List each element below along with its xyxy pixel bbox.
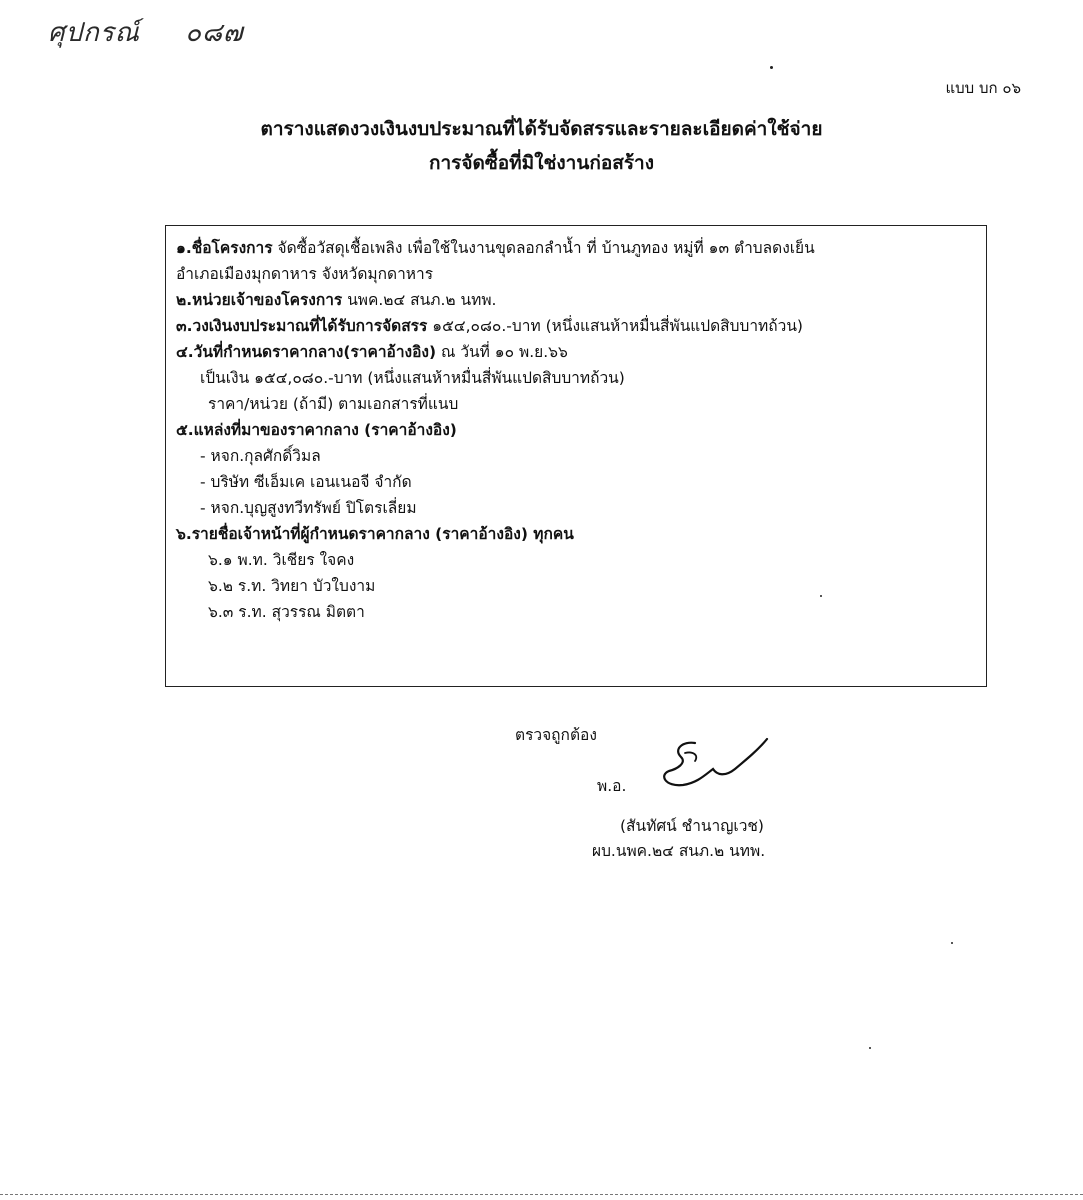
item-3-text: ๑๕๔,๐๘๐.-บาท (หนึ่งแสนห้าหมื่นสี่พันแปดสิบบาทถ้วน) bbox=[427, 317, 803, 335]
item-4-label: ๔.วันที่กำหนดราคากลาง(ราคาอ้างอิง) bbox=[176, 343, 437, 361]
officer-item: ๖.๒ ร.ท. วิทยา บัวใบงาม bbox=[208, 577, 376, 595]
item-1-label: ๑.ชื่อโครงการ bbox=[176, 239, 273, 257]
source-item: - หจก.กุลศักดิ์วิมล bbox=[200, 447, 321, 465]
item-4-text: ณ วันที่ ๑๐ พ.ย.๖๖ bbox=[436, 343, 568, 361]
page-title-line2: การจัดซื้อที่มิใช่งานก่อสร้าง bbox=[429, 152, 654, 174]
page-title-line1: ตารางแสดงวงเงินงบประมาณที่ได้รับจัดสรรและรายละเอียดค่าใช้จ่าย bbox=[260, 118, 823, 140]
signer-position: ผบ.นพค.๒๔ สนภ.๒ นทพ. bbox=[592, 842, 766, 860]
item-6-label: ๖.รายชื่อเจ้าหน้าที่ผู้กำหนดราคากลาง (ราคาอ้างอิง) ทุกคน bbox=[176, 525, 574, 543]
verified-label: ตรวจถูกต้อง bbox=[515, 726, 597, 744]
item-4-amount: เป็นเงิน ๑๕๔,๐๘๐.-บาท (หนึ่งแสนห้าหมื่นสี่พันแปดสิบบาทถ้วน) bbox=[200, 369, 625, 387]
item-2-owner-unit bbox=[176, 290, 496, 310]
scan-bottom-edge bbox=[0, 1194, 1083, 1195]
item-2-text: นพค.๒๔ สนภ.๒ นทพ. bbox=[342, 291, 497, 309]
item-2-label: ๒.หน่วยเจ้าของโครงการ bbox=[176, 291, 343, 309]
item-5-price-sources bbox=[176, 420, 457, 440]
handwritten-note bbox=[48, 12, 244, 53]
handwritten-signature bbox=[655, 735, 775, 795]
item-1-text: จัดซื้อวัสดุเชื้อเพลิง เพื่อใช้ในงานขุดลอกลำน้ำ ที่ บ้านภูทอง หมู่ที่ ๑๓ ตำบลดงเย็น bbox=[272, 239, 815, 257]
item-3-budget bbox=[176, 316, 803, 336]
scan-speck bbox=[820, 595, 822, 597]
item-3-label: ๓.วงเงินงบประมาณที่ได้รับการจัดสรร bbox=[176, 317, 428, 335]
item-4-unit-price: ราคา/หน่วย (ถ้ามี) ตามเอกสารที่แนบ bbox=[208, 395, 459, 413]
item-5-label: ๕.แหล่งที่มาของราคากลาง (ราคาอ้างอิง) bbox=[176, 421, 457, 439]
scan-speck bbox=[951, 942, 953, 944]
officer-item: ๖.๑ พ.ท. วิเชียร ใจคง bbox=[208, 551, 355, 569]
source-item: - หจก.บุญสูงทวีทรัพย์ ปิโตรเลี่ยม bbox=[200, 499, 417, 517]
handwritten-number: ๐๘๗ bbox=[185, 18, 244, 48]
signer-rank: พ.อ. bbox=[597, 777, 627, 795]
handwritten-word: ศุปกรณ์ bbox=[48, 18, 140, 48]
source-item: - บริษัท ซีเอ็มเค เอนเนอจี จำกัด bbox=[200, 473, 412, 491]
signer-name: (สันทัศน์ ชำนาญเวช) bbox=[620, 817, 764, 835]
item-4-reference-date bbox=[176, 342, 568, 362]
scan-speck bbox=[770, 66, 773, 69]
item-6-officers bbox=[176, 524, 574, 544]
item-1-project-name bbox=[176, 238, 815, 258]
form-code: แบบ บก ๐๖ bbox=[945, 79, 1021, 97]
scan-speck bbox=[869, 1047, 871, 1049]
officer-item: ๖.๓ ร.ท. สุวรรณ มิตตา bbox=[208, 603, 365, 621]
item-1-continuation: อำเภอเมืองมุกดาหาร จังหวัดมุกดาหาร bbox=[176, 265, 434, 283]
